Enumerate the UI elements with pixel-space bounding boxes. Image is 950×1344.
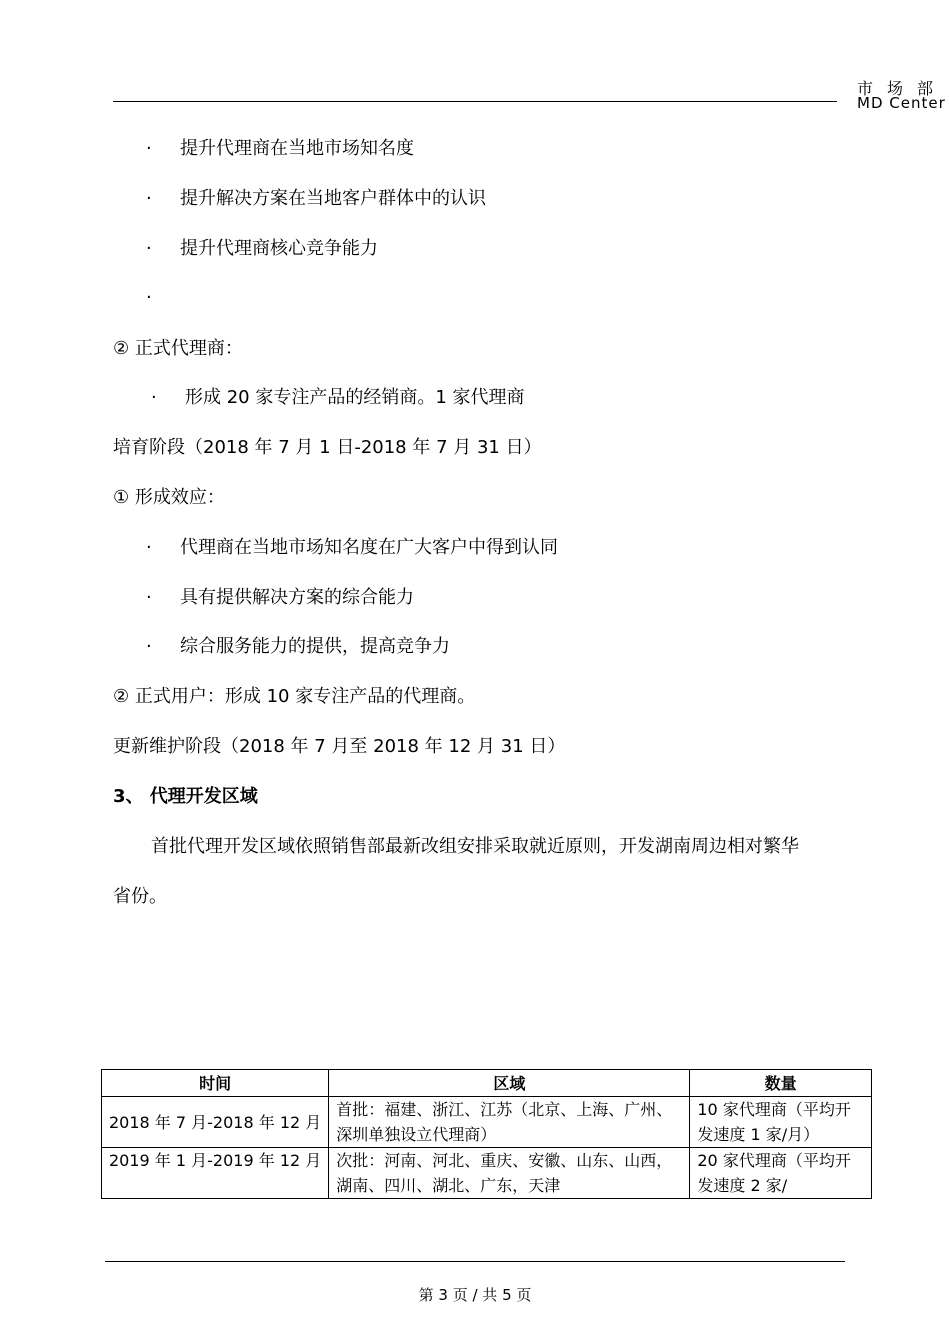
paragraph-line: 首批代理开发区域依照销售部最新改组安排采取就近原则，开发湖南周边相对繁华 xyxy=(151,836,799,857)
formal-agent-label: ② 正式代理商： xyxy=(113,338,243,359)
agent-region-table xyxy=(101,1069,872,1199)
bullet-dot: · xyxy=(146,287,152,308)
table-row xyxy=(102,1148,872,1199)
bullet-dot: · xyxy=(146,537,152,558)
effect-label: ① 形成效应： xyxy=(113,487,225,508)
bullet-item: 具有提供解决方案的综合能力 xyxy=(180,587,414,608)
bullet-dot: · xyxy=(146,636,152,657)
stage-maintenance: 更新维护阶段（2018 年 7 月至 2018 年 12 月 31 日） xyxy=(113,736,566,757)
paragraph-line: 省份。 xyxy=(113,886,167,907)
stage-cultivation: 培育阶段（2018 年 7 月 1 日-2018 年 7 月 31 日） xyxy=(113,437,542,458)
page-number: 第 3 页 / 共 5 页 xyxy=(418,1286,532,1304)
table-header-cell: 区域 xyxy=(329,1070,690,1097)
bullet-dot: · xyxy=(151,387,157,408)
table-cell-region: 次批：河南、河北、重庆、安徽、山东、山西，湖南、四川、湖北、广东，天津 xyxy=(329,1148,690,1199)
bullet-dot: · xyxy=(146,587,152,608)
bullet-dot: · xyxy=(146,138,152,159)
table-header-cell: 数量 xyxy=(690,1070,872,1097)
table-cell-region: 首批：福建、浙江、江苏（北京、上海、广州、深圳单独设立代理商） xyxy=(329,1097,690,1148)
header-department: 市场部 xyxy=(857,79,948,98)
section-heading: 3、 代理开发区域 xyxy=(113,786,258,807)
bullet-item: 代理商在当地市场知名度在广大客户中得到认同 xyxy=(180,537,558,558)
bullet-dot: · xyxy=(146,238,152,259)
bullet-item: 提升解决方案在当地客户群体中的认识 xyxy=(180,188,486,209)
footer-rule xyxy=(105,1261,845,1262)
table-cell-quantity: 10 家代理商（平均开发速度 1 家/月） xyxy=(690,1097,872,1148)
header-rule xyxy=(113,101,837,102)
table-cell-time: 2018 年 7 月-2018 年 12 月 xyxy=(102,1097,329,1148)
bullet-item: 综合服务能力的提供，提高竞争力 xyxy=(180,636,450,657)
header-department-en: MD Center xyxy=(857,94,946,112)
formal-users-line: ② 正式用户：形成 10 家专注产品的代理商。 xyxy=(113,686,476,707)
bullet-item: 提升代理商在当地市场知名度 xyxy=(180,138,414,159)
bullet-dot: · xyxy=(146,188,152,209)
bullet-item: 形成 20 家专注产品的经销商。1 家代理商 xyxy=(185,387,525,408)
table-row xyxy=(102,1097,872,1148)
table-cell-quantity: 20 家代理商（平均开发速度 2 家/ xyxy=(690,1148,872,1199)
bullet-item: 提升代理商核心竞争能力 xyxy=(180,238,378,259)
table-header-row xyxy=(102,1070,872,1097)
table-cell-time: 2019 年 1 月-2019 年 12 月 xyxy=(102,1148,329,1199)
table-header-cell: 时间 xyxy=(102,1070,329,1097)
